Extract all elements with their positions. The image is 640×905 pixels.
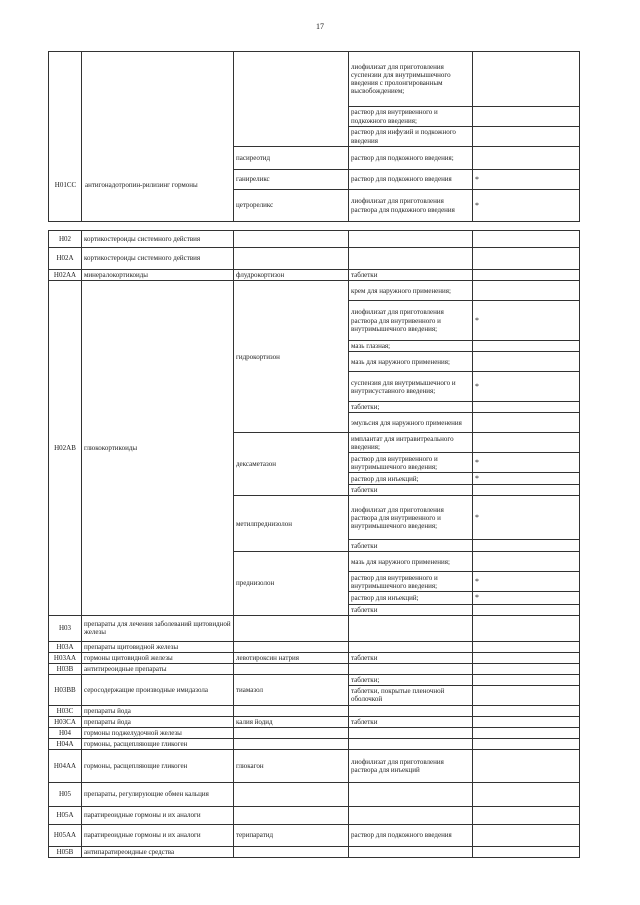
- atc-code-cell: H03: [49, 615, 82, 641]
- dosage-form-cell: лиофилизат для приготовления раствора для внутривенного и внутримышечного введения;: [349, 496, 473, 540]
- atc-code-cell: H02A: [49, 248, 82, 270]
- table-row: [49, 641, 580, 652]
- mark-cell: *: [473, 301, 580, 341]
- atc-name-cell: препараты йода: [82, 716, 234, 727]
- dosage-form-cell: лиофилизат для приготовления суспензии для внутримышечного введения с пролонгированным высвобождением;: [349, 52, 473, 107]
- dosage-form-cell: мазь глазная;: [349, 341, 473, 352]
- atc-code-cell: H04AA: [49, 749, 82, 782]
- table-row: [49, 749, 580, 782]
- atc-name-cell: гормоны, расщепляющие гликоген: [82, 749, 234, 782]
- dosage-form-cell: таблетки;: [349, 674, 473, 685]
- dosage-form-cell: таблетки: [349, 270, 473, 281]
- atc-name-cell: глюкокортикоиды: [82, 281, 234, 616]
- dosage-form-cell: раствор для подкожного введения: [349, 170, 473, 190]
- atc-code-cell: H02: [49, 231, 82, 248]
- dosage-form-cell: крем для наружного применения;: [349, 281, 473, 301]
- table-row: [49, 248, 580, 270]
- dosage-form-cell: таблетки: [349, 604, 473, 615]
- mark-cell: [473, 127, 580, 147]
- dosage-form-cell: раствор для внутривенного и подкожного введения;: [349, 107, 473, 127]
- table-row: [49, 806, 580, 824]
- atc-name-cell: препараты для лечения заболеваний щитовидной железы: [82, 615, 234, 641]
- table-row: [49, 231, 580, 248]
- dosage-form-cell: раствор для инъекций;: [349, 592, 473, 604]
- atc-code-cell: H05B: [49, 846, 82, 857]
- atc-name-cell: [82, 52, 234, 222]
- atc-code-cell: H03AA: [49, 652, 82, 663]
- dosage-form-cell: таблетки;: [349, 402, 473, 413]
- mark-cell: [473, 107, 580, 127]
- atc-code-cell: H02AB: [49, 281, 82, 616]
- table-row: [49, 52, 580, 107]
- inn-cell: гидрокортизон: [234, 281, 349, 433]
- table-row: [49, 281, 580, 301]
- table-row: [49, 782, 580, 806]
- table-row: [49, 663, 580, 674]
- atc-code-cell: H03BB: [49, 674, 82, 705]
- dosage-form-cell: раствор для подкожного введения: [349, 824, 473, 846]
- dosage-form-cell: раствор для внутривенного и внутримышечного введения;: [349, 572, 473, 592]
- table-row: [49, 652, 580, 663]
- atc-code-cell: H03A: [49, 641, 82, 652]
- inn-cell: цетрореликс: [234, 190, 349, 222]
- atc-name-cell: кортикостероиды системного действия: [82, 248, 234, 270]
- page-number: 17: [316, 22, 324, 31]
- atc-name-cell: паратиреоидные гормоны и их аналоги: [82, 806, 234, 824]
- table-row: [49, 824, 580, 846]
- atc-code-cell: H03CA: [49, 716, 82, 727]
- mark-cell: *: [473, 372, 580, 402]
- atc-code-cell: H04: [49, 727, 82, 738]
- inn-cell: терипаратид: [234, 824, 349, 846]
- dosage-form-cell: лиофилизат для приготовления раствора для внутривенного и внутримышечного введения;: [349, 301, 473, 341]
- h01cc-code: H01CC: [54, 181, 77, 189]
- mark-cell: *: [473, 170, 580, 190]
- atc-code-cell: H05A: [49, 806, 82, 824]
- inn-cell: тиамазол: [234, 674, 349, 705]
- table-row: [49, 705, 580, 716]
- atc-name-cell: кортикостероиды системного действия: [82, 231, 234, 248]
- dosage-form-cell: таблетки: [349, 485, 473, 496]
- atc-code-cell: H03C: [49, 705, 82, 716]
- atc-code-cell: H04A: [49, 738, 82, 749]
- atc-name-cell: минералокортикоиды: [82, 270, 234, 281]
- dosage-form-cell: лиофилизат для приготовления раствора для подкожного введения: [349, 190, 473, 222]
- table-row: [49, 270, 580, 281]
- table-row: [49, 738, 580, 749]
- atc-name-cell: гормоны поджелудочной железы: [82, 727, 234, 738]
- mark-cell: [473, 147, 580, 170]
- dosage-form-cell: суспензия для внутримышечного и внутрисуставного введения;: [349, 372, 473, 402]
- atc-name-cell: препараты йода: [82, 705, 234, 716]
- table-row: [49, 674, 580, 685]
- atc-name-cell: серосодержащие производные имидазола: [82, 674, 234, 705]
- dosage-form-cell: мазь для наружного применения;: [349, 352, 473, 372]
- atc-code-cell: [49, 52, 82, 222]
- dosage-form-cell: таблетки: [349, 716, 473, 727]
- inn-cell: преднизолон: [234, 552, 349, 615]
- mark-cell: *: [473, 572, 580, 592]
- atc-name-cell: антитиреоидные препараты: [82, 663, 234, 674]
- dosage-form-cell: таблетки: [349, 540, 473, 552]
- h01cc-name: антигонадотропин-рилизинг гормоны: [85, 181, 198, 189]
- mark-cell: *: [473, 453, 580, 473]
- drug-table: [48, 51, 580, 222]
- table-row: [49, 846, 580, 857]
- atc-name-cell: препараты щитовидной железы: [82, 641, 234, 652]
- inn-cell: пасиреотид: [234, 147, 349, 170]
- atc-code-cell: H03B: [49, 663, 82, 674]
- inn-cell: метилпреднизолон: [234, 496, 349, 552]
- dosage-form-cell: таблетки, покрытые пленочной оболочкой: [349, 685, 473, 705]
- table-row: [49, 727, 580, 738]
- atc-name-cell: препараты, регулирующие обмен кальция: [82, 782, 234, 806]
- mark-cell: [473, 52, 580, 107]
- dosage-form-cell: имплантат для интравитреального введения;: [349, 433, 473, 453]
- dosage-form-cell: раствор для инфузий и подкожного введения: [349, 127, 473, 147]
- dosage-form-cell: раствор для инъекций;: [349, 473, 473, 485]
- mark-cell: *: [473, 190, 580, 222]
- inn-cell: дексаметазон: [234, 433, 349, 496]
- inn-cell: глюкагон: [234, 749, 349, 782]
- dosage-form-cell: раствор для внутривенного и внутримышечного введения;: [349, 453, 473, 473]
- dosage-form-cell: лиофилизат для приготовления раствора для инъекций: [349, 749, 473, 782]
- dosage-form-cell: эмульсия для наружного применения: [349, 413, 473, 433]
- dosage-form-cell: мазь для наружного применения;: [349, 552, 473, 572]
- inn-cell: калия йодид: [234, 716, 349, 727]
- drug-table-main: [48, 230, 580, 858]
- atc-name-cell: антипаратиреоидные средства: [82, 846, 234, 857]
- atc-code-cell: H02AA: [49, 270, 82, 281]
- dosage-form-cell: таблетки: [349, 652, 473, 663]
- mark-cell: *: [473, 473, 580, 485]
- inn-cell: ганиреликс: [234, 170, 349, 190]
- inn-cell: флудрокортизон: [234, 270, 349, 281]
- atc-name-cell: гормоны, расщепляющие гликоген: [82, 738, 234, 749]
- inn-cell: левотироксин натрия: [234, 652, 349, 663]
- atc-name-cell: гормоны щитовидной железы: [82, 652, 234, 663]
- atc-name-cell: паратиреоидные гормоны и их аналоги: [82, 824, 234, 846]
- table-row: [49, 716, 580, 727]
- mark-cell: *: [473, 496, 580, 540]
- table-row: [49, 615, 580, 641]
- dosage-form-cell: раствор для подкожного введения;: [349, 147, 473, 170]
- inn-cell: [234, 52, 349, 147]
- atc-code-cell: H05: [49, 782, 82, 806]
- atc-code-cell: H05AA: [49, 824, 82, 846]
- mark-cell: *: [473, 592, 580, 604]
